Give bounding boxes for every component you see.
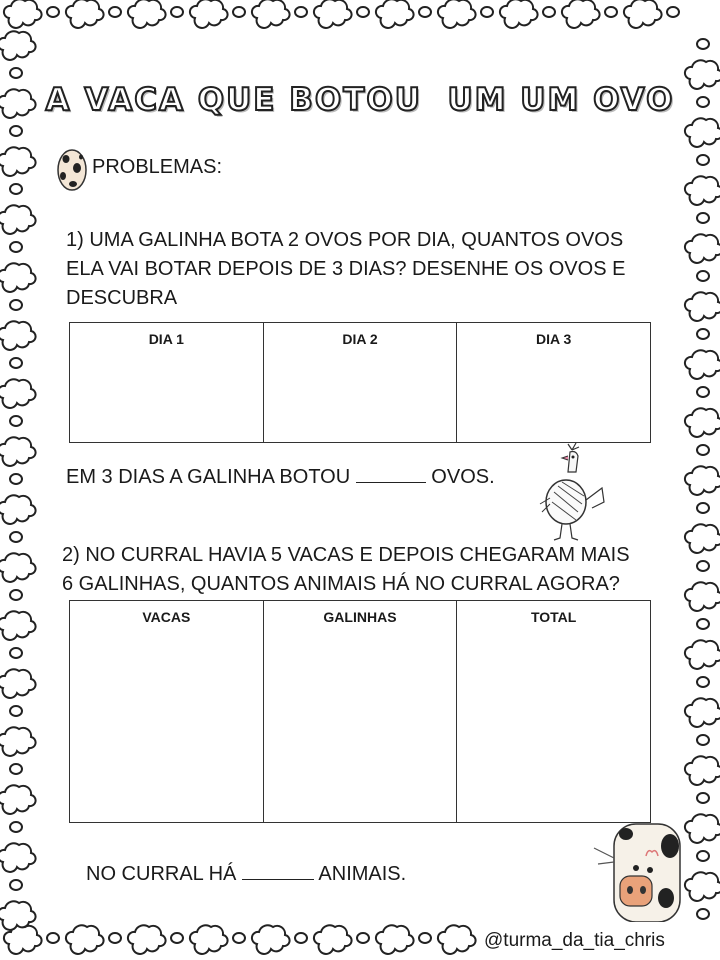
border-cloud [171, 933, 183, 943]
border-cloud [419, 7, 431, 17]
border-cloud [685, 582, 720, 611]
border-cloud [314, 925, 352, 954]
problem-1-column-day-1[interactable]: DIA 1 [70, 323, 264, 443]
border-cloud [697, 561, 709, 571]
border-cloud [109, 933, 121, 943]
border-cloud [667, 7, 679, 17]
border-cloud [419, 933, 431, 943]
border-cloud [697, 213, 709, 223]
border-cloud [0, 553, 36, 582]
border-cloud [605, 7, 617, 17]
problem-1-column-day-3[interactable]: DIA 3 [457, 323, 651, 443]
border-cloud [697, 851, 709, 861]
border-cloud [66, 0, 104, 28]
border-cloud [697, 271, 709, 281]
problem-2-column-total[interactable]: TOTAL [457, 601, 651, 823]
border-cloud [295, 933, 307, 943]
border-cloud [685, 408, 720, 437]
problem-1-answer-blank[interactable] [356, 464, 426, 483]
border-cloud [376, 925, 414, 954]
border-cloud [685, 466, 720, 495]
problem-1-column-day-2[interactable]: DIA 2 [263, 323, 457, 443]
border-cloud [171, 7, 183, 17]
border-cloud [10, 358, 22, 368]
border-cloud [47, 933, 59, 943]
problem-1-answer-prefix: EM 3 DIAS A GALINHA BOTOU [66, 466, 351, 488]
border-cloud [685, 756, 720, 785]
border-cloud [233, 933, 245, 943]
border-cloud [685, 698, 720, 727]
border-cloud [252, 0, 290, 28]
border-cloud [0, 611, 36, 640]
border-cloud [376, 0, 414, 28]
page-title: A VACA QUE BOTOU UM UM OVO [45, 82, 675, 118]
cow-illustration [592, 818, 692, 922]
border-cloud [10, 474, 22, 484]
border-cloud [0, 495, 36, 524]
border-cloud [0, 263, 36, 292]
border-cloud [10, 300, 22, 310]
border-cloud [685, 234, 720, 263]
border-cloud [128, 0, 166, 28]
chicken-illustration [532, 442, 612, 542]
problem-2-table [69, 600, 651, 823]
border-cloud [10, 648, 22, 658]
border-cloud [66, 925, 104, 954]
problem-2-answer-suffix: ANIMAIS. [318, 863, 407, 885]
border-cloud [109, 7, 121, 17]
border-cloud [47, 7, 59, 17]
border-cloud [0, 205, 36, 234]
border-cloud [10, 764, 22, 774]
problem-1-text: 1) UMA GALINHA BOTA 2 OVOS POR DIA, QUANTOS OVOS ELA VAI BOTAR DEPOIS DE 3 DIAS? DESENHE OS OVOS E DESCUBRA [66, 229, 626, 309]
border-cloud [190, 0, 228, 28]
border-cloud [10, 590, 22, 600]
border-cloud [0, 147, 36, 176]
problem-2-answer-blank[interactable] [242, 861, 314, 880]
border-cloud [0, 727, 36, 756]
border-cloud [697, 677, 709, 687]
border-cloud [543, 7, 555, 17]
border-cloud [314, 0, 352, 28]
border-cloud [685, 640, 720, 669]
border-cloud [697, 503, 709, 513]
problem-2-text: 2) NO CURRAL HAVIA 5 VACAS E DEPOIS CHEGARAM MAIS 6 GALINHAS, QUANTOS ANIMAIS HÁ NO CURRAL AGORA? [62, 544, 630, 595]
border-cloud [685, 292, 720, 321]
border-cloud [10, 532, 22, 542]
border-cloud [697, 619, 709, 629]
border-cloud [0, 379, 36, 408]
section-heading: PROBLEMAS: [92, 156, 223, 178]
problem-2-answer-line [86, 861, 406, 886]
border-cloud [0, 785, 36, 814]
border-cloud [697, 329, 709, 339]
border-cloud [685, 524, 720, 553]
border-cloud [10, 126, 22, 136]
border-cloud [481, 7, 493, 17]
border-cloud [4, 0, 42, 28]
border-cloud [438, 925, 476, 954]
egg-icon [55, 146, 89, 192]
border-cloud [624, 0, 662, 28]
border-cloud [697, 735, 709, 745]
problem-1-answer-line [66, 464, 495, 489]
border-cloud [10, 242, 22, 252]
border-cloud [685, 118, 720, 147]
border-cloud [0, 321, 36, 350]
border-cloud [0, 437, 36, 466]
border-cloud [0, 31, 36, 60]
border-cloud [697, 155, 709, 165]
border-cloud [500, 0, 538, 28]
border-cloud [357, 933, 369, 943]
border-cloud [685, 350, 720, 379]
problem-2-column-vacas[interactable]: VACAS [70, 601, 264, 823]
border-cloud [697, 793, 709, 803]
border-cloud [685, 176, 720, 205]
problem-2-column-galinhas[interactable]: GALINHAS [263, 601, 457, 823]
border-cloud [295, 7, 307, 17]
border-cloud [10, 880, 22, 890]
border-cloud [357, 7, 369, 17]
border-cloud [438, 0, 476, 28]
border-cloud [0, 669, 36, 698]
border-cloud [697, 909, 709, 919]
border-cloud [10, 416, 22, 426]
border-cloud [252, 925, 290, 954]
border-cloud [10, 68, 22, 78]
border-cloud [190, 925, 228, 954]
border-cloud [697, 387, 709, 397]
border-cloud [10, 822, 22, 832]
border-cloud [10, 706, 22, 716]
border-cloud [697, 39, 709, 49]
border-cloud [10, 184, 22, 194]
border-cloud [233, 7, 245, 17]
border-cloud [0, 843, 36, 872]
border-cloud [697, 445, 709, 455]
problem-1-table [69, 322, 651, 443]
problem-1-answer-suffix: OVOS. [431, 466, 495, 488]
author-credit: @turma_da_tia_chris [484, 930, 665, 951]
border-cloud [562, 0, 600, 28]
problem-2-answer-prefix: NO CURRAL HÁ [86, 863, 237, 885]
border-cloud [128, 925, 166, 954]
